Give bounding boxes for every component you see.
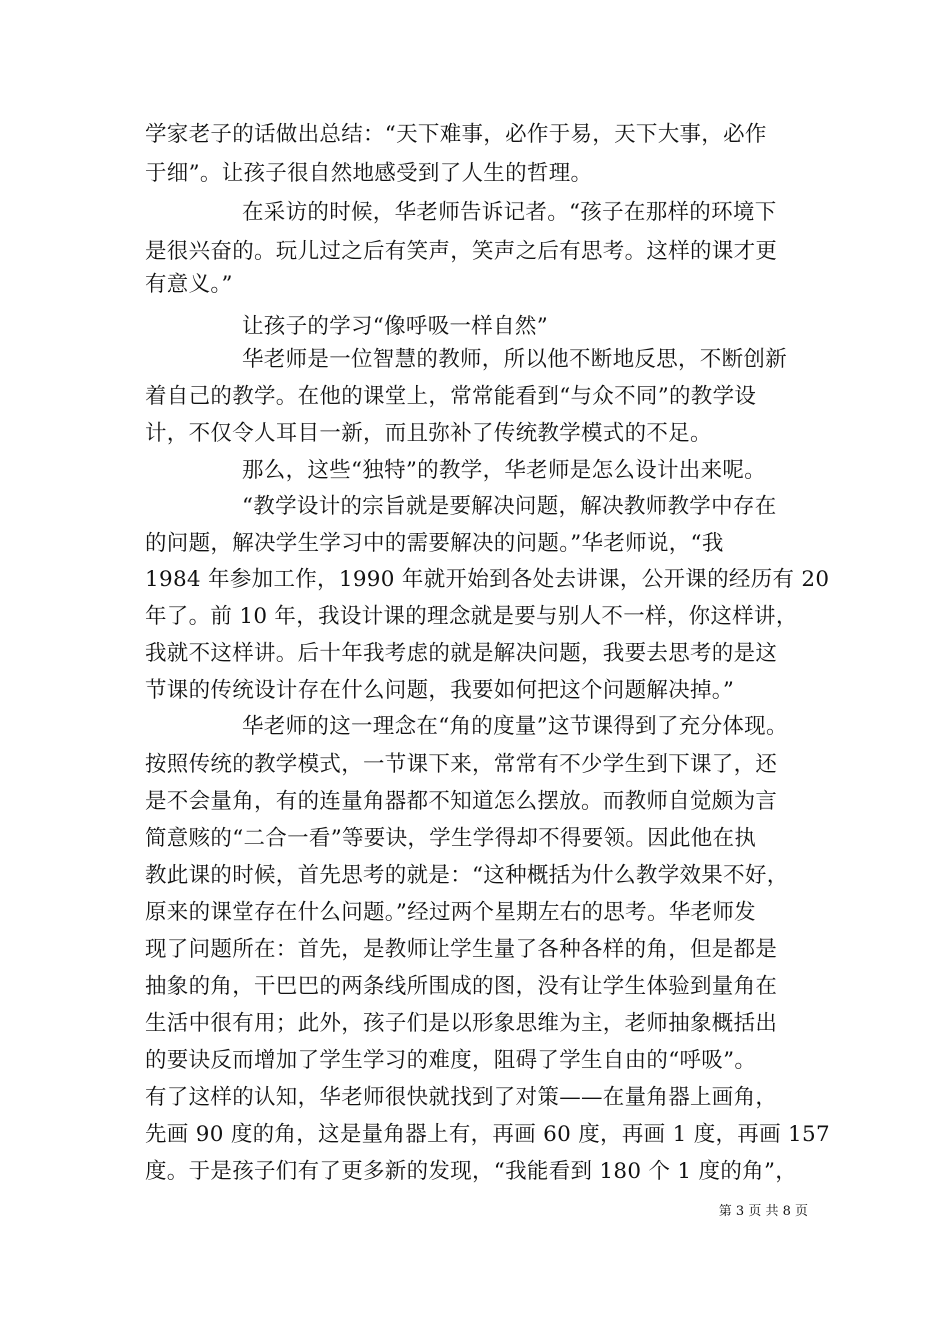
text-line: 教此课的时候，首先思考的就是：“这种概括为什么教学效果不好， bbox=[145, 863, 789, 888]
text-line: 现了问题所在：首先，是教师让学生量了各种各样的角，但是都是 bbox=[145, 937, 778, 962]
text-line: 简意赅的“二合一看”等要诀，学生学得却不得要领。因此他在执 bbox=[145, 826, 757, 851]
text-line: 节课的传统设计存在什么问题，我要如何把这个问题解决掉。” bbox=[145, 678, 735, 703]
text-line: 的要诀反而增加了学生学习的难度，阻碍了学生自由的“呼吸”。 bbox=[145, 1048, 757, 1073]
text-line: 计，不仅令人耳目一新，而且弥补了传统教学模式的不足。 bbox=[145, 421, 712, 446]
text-line: 的问题，解决学生学习中的需要解决的问题。”华老师说，“我 bbox=[145, 531, 724, 556]
text-line: 先画 90 度的角，这是量角器上有，再画 60 度，再画 1 度，再画 157 bbox=[145, 1122, 830, 1147]
text-line: 我就不这样讲。后十年我考虑的就是解决问题，我要去思考的是这 bbox=[145, 641, 778, 666]
text-line: 有意义。” bbox=[145, 272, 233, 297]
text-line: 生活中很有用；此外，孩子们是以形象思维为主，老师抽象概括出 bbox=[145, 1011, 778, 1036]
text-line: 1984 年参加工作，1990 年就开始到各处去讲课，公开课的经历有 20 bbox=[145, 567, 830, 592]
text-line: 学家老子的话做出总结：“天下难事，必作于易，天下大事，必作 bbox=[145, 122, 767, 147]
text-line: “教学设计的宗旨就是要解决问题，解决教师教学中存在 bbox=[242, 494, 777, 519]
text-line: 按照传统的教学模式，一节课下来，常常有不少学生到下课了，还 bbox=[145, 752, 778, 777]
text-line: 是不会量角，有的连量角器都不知道怎么摆放。而教师自觉颇为言 bbox=[145, 789, 778, 814]
text-line: 度。于是孩子们有了更多新的发现，“我能看到 180 个 1 度的角”， bbox=[145, 1159, 798, 1184]
page-number: 第 3 页 共 8 页 bbox=[718, 1204, 808, 1219]
text-line: 着自己的教学。在他的课堂上，常常能看到“与众不同”的教学设 bbox=[145, 384, 757, 409]
text-line: 那么，这些“独特”的教学，华老师是怎么设计出来呢。 bbox=[242, 458, 766, 483]
text-line: 原来的课堂存在什么问题。”经过两个星期左右的思考。华老师发 bbox=[145, 900, 756, 925]
text-line: 抽象的角，干巴巴的两条线所围成的图，没有让学生体验到量角在 bbox=[145, 974, 778, 999]
text-line: 年了。前 10 年，我设计课的理念就是要与别人不一样，你这样讲， bbox=[145, 604, 798, 629]
text-line: 有了这样的认知，华老师很快就找到了对策——在量角器上画角， bbox=[145, 1085, 778, 1110]
text-line: 是很兴奋的。玩儿过之后有笑声，笑声之后有思考。这样的课才更 bbox=[145, 239, 778, 264]
text-line: 在采访的时候，华老师告诉记者。“孩子在那样的环境下 bbox=[242, 200, 777, 225]
text-line: 于细”。让孩子很自然地感受到了人生的哲理。 bbox=[145, 161, 593, 186]
section-heading: 让孩子的学习“像呼吸一样自然” bbox=[242, 314, 548, 339]
text-line: 华老师是一位智慧的教师，所以他不断地反思，不断创新 bbox=[242, 347, 788, 372]
text-line: 华老师的这一理念在“角的度量”这节课得到了充分体现。 bbox=[242, 714, 788, 739]
